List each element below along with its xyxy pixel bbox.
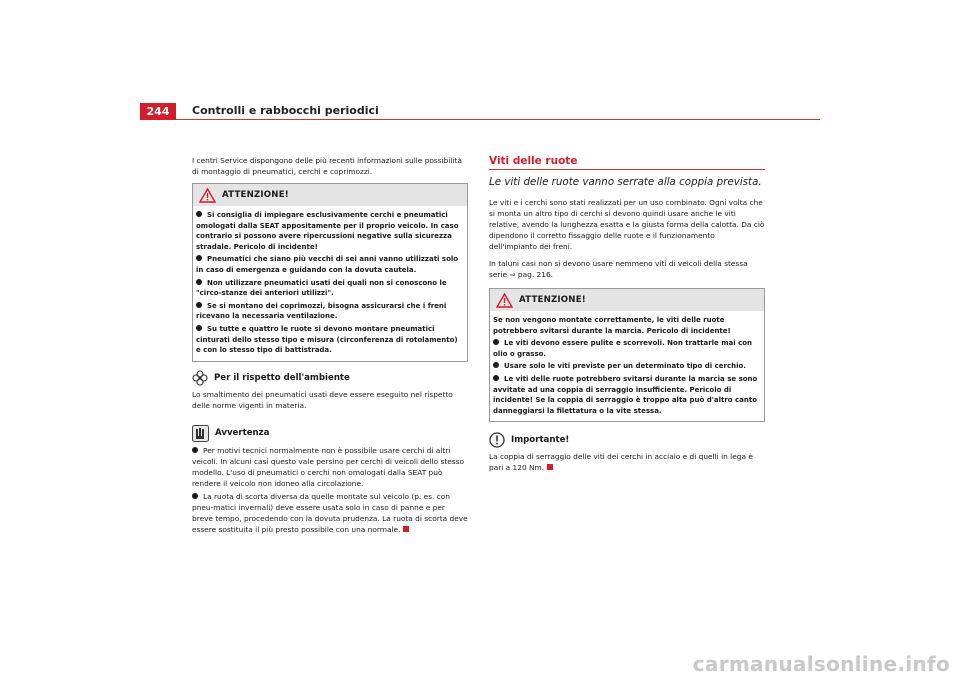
paragraph-2: In taluni casi non si devono usare nemmeno viti di veicoli della stessa serie ⇒ pag. 216.: [489, 259, 748, 279]
warning-item: Non utilizzare pneumatici usati dei quali non si conoscono le "circo-stanze dei anteriori utilizzi".: [196, 278, 447, 298]
bullet-icon: [192, 493, 198, 499]
warning-triangle-icon: [199, 188, 216, 203]
bullet-icon: [493, 362, 499, 368]
note-item: La ruota di scorta diversa da quelle montate sul veicolo (p. es. con pneu-matici invernali) deve essere usata solo in caso di panne e per breve tempo, procedendo con la dovuta prudenza. La ruota di scorta deve essere sostituita il più presto possibile con una normale.: [192, 491, 468, 534]
section-title: Viti delle ruote: [489, 155, 765, 170]
warning-item: Usare solo le viti previste per un determinato tipo di cerchio.: [493, 361, 760, 372]
bullet-icon: [196, 325, 202, 331]
warning-item: Su tutte e quattro le ruote si devono montare pneumatici cinturati dello stesso tipo e misura (circonferenza di rotolamento) e con lo stesso tipo di battistrada.: [196, 324, 458, 355]
bullet-icon: [196, 302, 202, 308]
bullet-icon: [196, 279, 202, 285]
important-heading: [489, 432, 765, 448]
intro-paragraph: I centri Service dispongono delle più recenti informazioni sulle possibilità di montaggio di pneumatici, cerchi e coprimozzi.: [192, 156, 462, 176]
note-item: Per motivi tecnici normalmente non è possibile usare cerchi di altri veicoli. In alcuni casi questo vale persino per cerchi di veicoli dello stesso modello. L'uso di pneumatici o cerchi non omologati dalla SEAT può rendere il veicolo non idoneo alla circolazione.: [192, 445, 465, 488]
warning-body: [490, 311, 764, 421]
left-column: [192, 155, 468, 541]
important-text: La coppia di serraggio delle viti dei cerchi in acciaio e di quelli in lega è pari a 120 Nm.: [489, 452, 753, 473]
important-exclamation-icon: [489, 432, 505, 448]
environment-title: Per il rispetto dell'ambiente: [214, 372, 350, 383]
warning-box-right: [489, 288, 765, 422]
environment-text: Lo smaltimento dei pneumatici usati deve essere eseguito nel rispetto delle norme vigenti in materia.: [192, 389, 453, 410]
bullet-icon: [196, 211, 202, 217]
warning-header: [193, 184, 467, 206]
bullet-icon: [192, 447, 198, 453]
warning-triangle-icon: [496, 293, 513, 308]
warning-title: ATTENZIONE!: [519, 295, 586, 305]
warning-box-left: [192, 183, 468, 362]
warning-item: Se si montano dei coprimozzi, bisogna assicurarsi che i freni ricevano la necessaria ventilazione.: [196, 301, 447, 321]
important-title: Importante!: [511, 435, 570, 446]
header-rule: [140, 119, 820, 120]
warning-item: Le viti delle ruote potrebbero svitarsi durante la marcia se sono avvitate ad una coppia di serraggio insufficiente. Pericolo di incidente! Se la coppia di serraggio è troppo alta può d'altro canto danneggiarsi la filettatura o la vite stessa.: [493, 374, 758, 415]
note-hand-icon: [192, 425, 209, 442]
running-title: Controlli e rabbocchi periodici: [192, 104, 379, 117]
warning-intro: Se non vengono montate correttamente, le viti delle ruote potrebbero svitarsi durante la marcia. Pericolo di incidente!: [493, 316, 731, 335]
bullet-icon: [196, 255, 202, 261]
section-subtitle: Le viti delle ruote vanno serrate alla coppia prevista.: [489, 176, 762, 188]
warning-body: [193, 206, 467, 361]
environment-flower-icon: [192, 370, 208, 386]
warning-item: Le viti devono essere pulite e scorrevoli. Non trattarle mai con olio o grasso.: [493, 339, 753, 358]
warning-title: ATTENZIONE!: [222, 190, 289, 200]
warning-item: Si consiglia di impiegare esclusivamente cerchi e pneumatici omologati dalla SEAT appositamente per il proprio veicolo. In caso contrario si possono avere ripercussioni negative sulla sicurezza stradale. Pericolo di incidente!: [196, 211, 459, 251]
watermark-logo: carmanualsonline.info: [692, 652, 950, 676]
warning-header: [490, 289, 764, 311]
note-heading: [192, 425, 468, 442]
section-end-marker: [403, 526, 409, 532]
environment-heading: [192, 370, 468, 386]
right-column: [489, 155, 765, 479]
warning-item: Pneumatici che siano più vecchi di sei anni vanno utilizzati solo in caso di emergenza e guidando con la dovuta cautela.: [196, 255, 459, 274]
bullet-icon: [493, 339, 499, 345]
paragraph-1: Le viti e i cerchi sono stati realizzati per un uso combinato. Ogni volta che si monta un altro tipo di cerchi si devono quindi usare anche le viti relative, avendo la lunghezza esatta e la giusta forma della calotta. Da ciò dipendono il corretto fissaggio delle ruote e il funzionamento dell'impianto dei freni.: [489, 198, 765, 251]
note-title: Avvertenza: [215, 428, 270, 439]
page-number: 244: [140, 103, 176, 120]
bullet-icon: [493, 375, 499, 381]
section-end-marker: [547, 464, 553, 470]
